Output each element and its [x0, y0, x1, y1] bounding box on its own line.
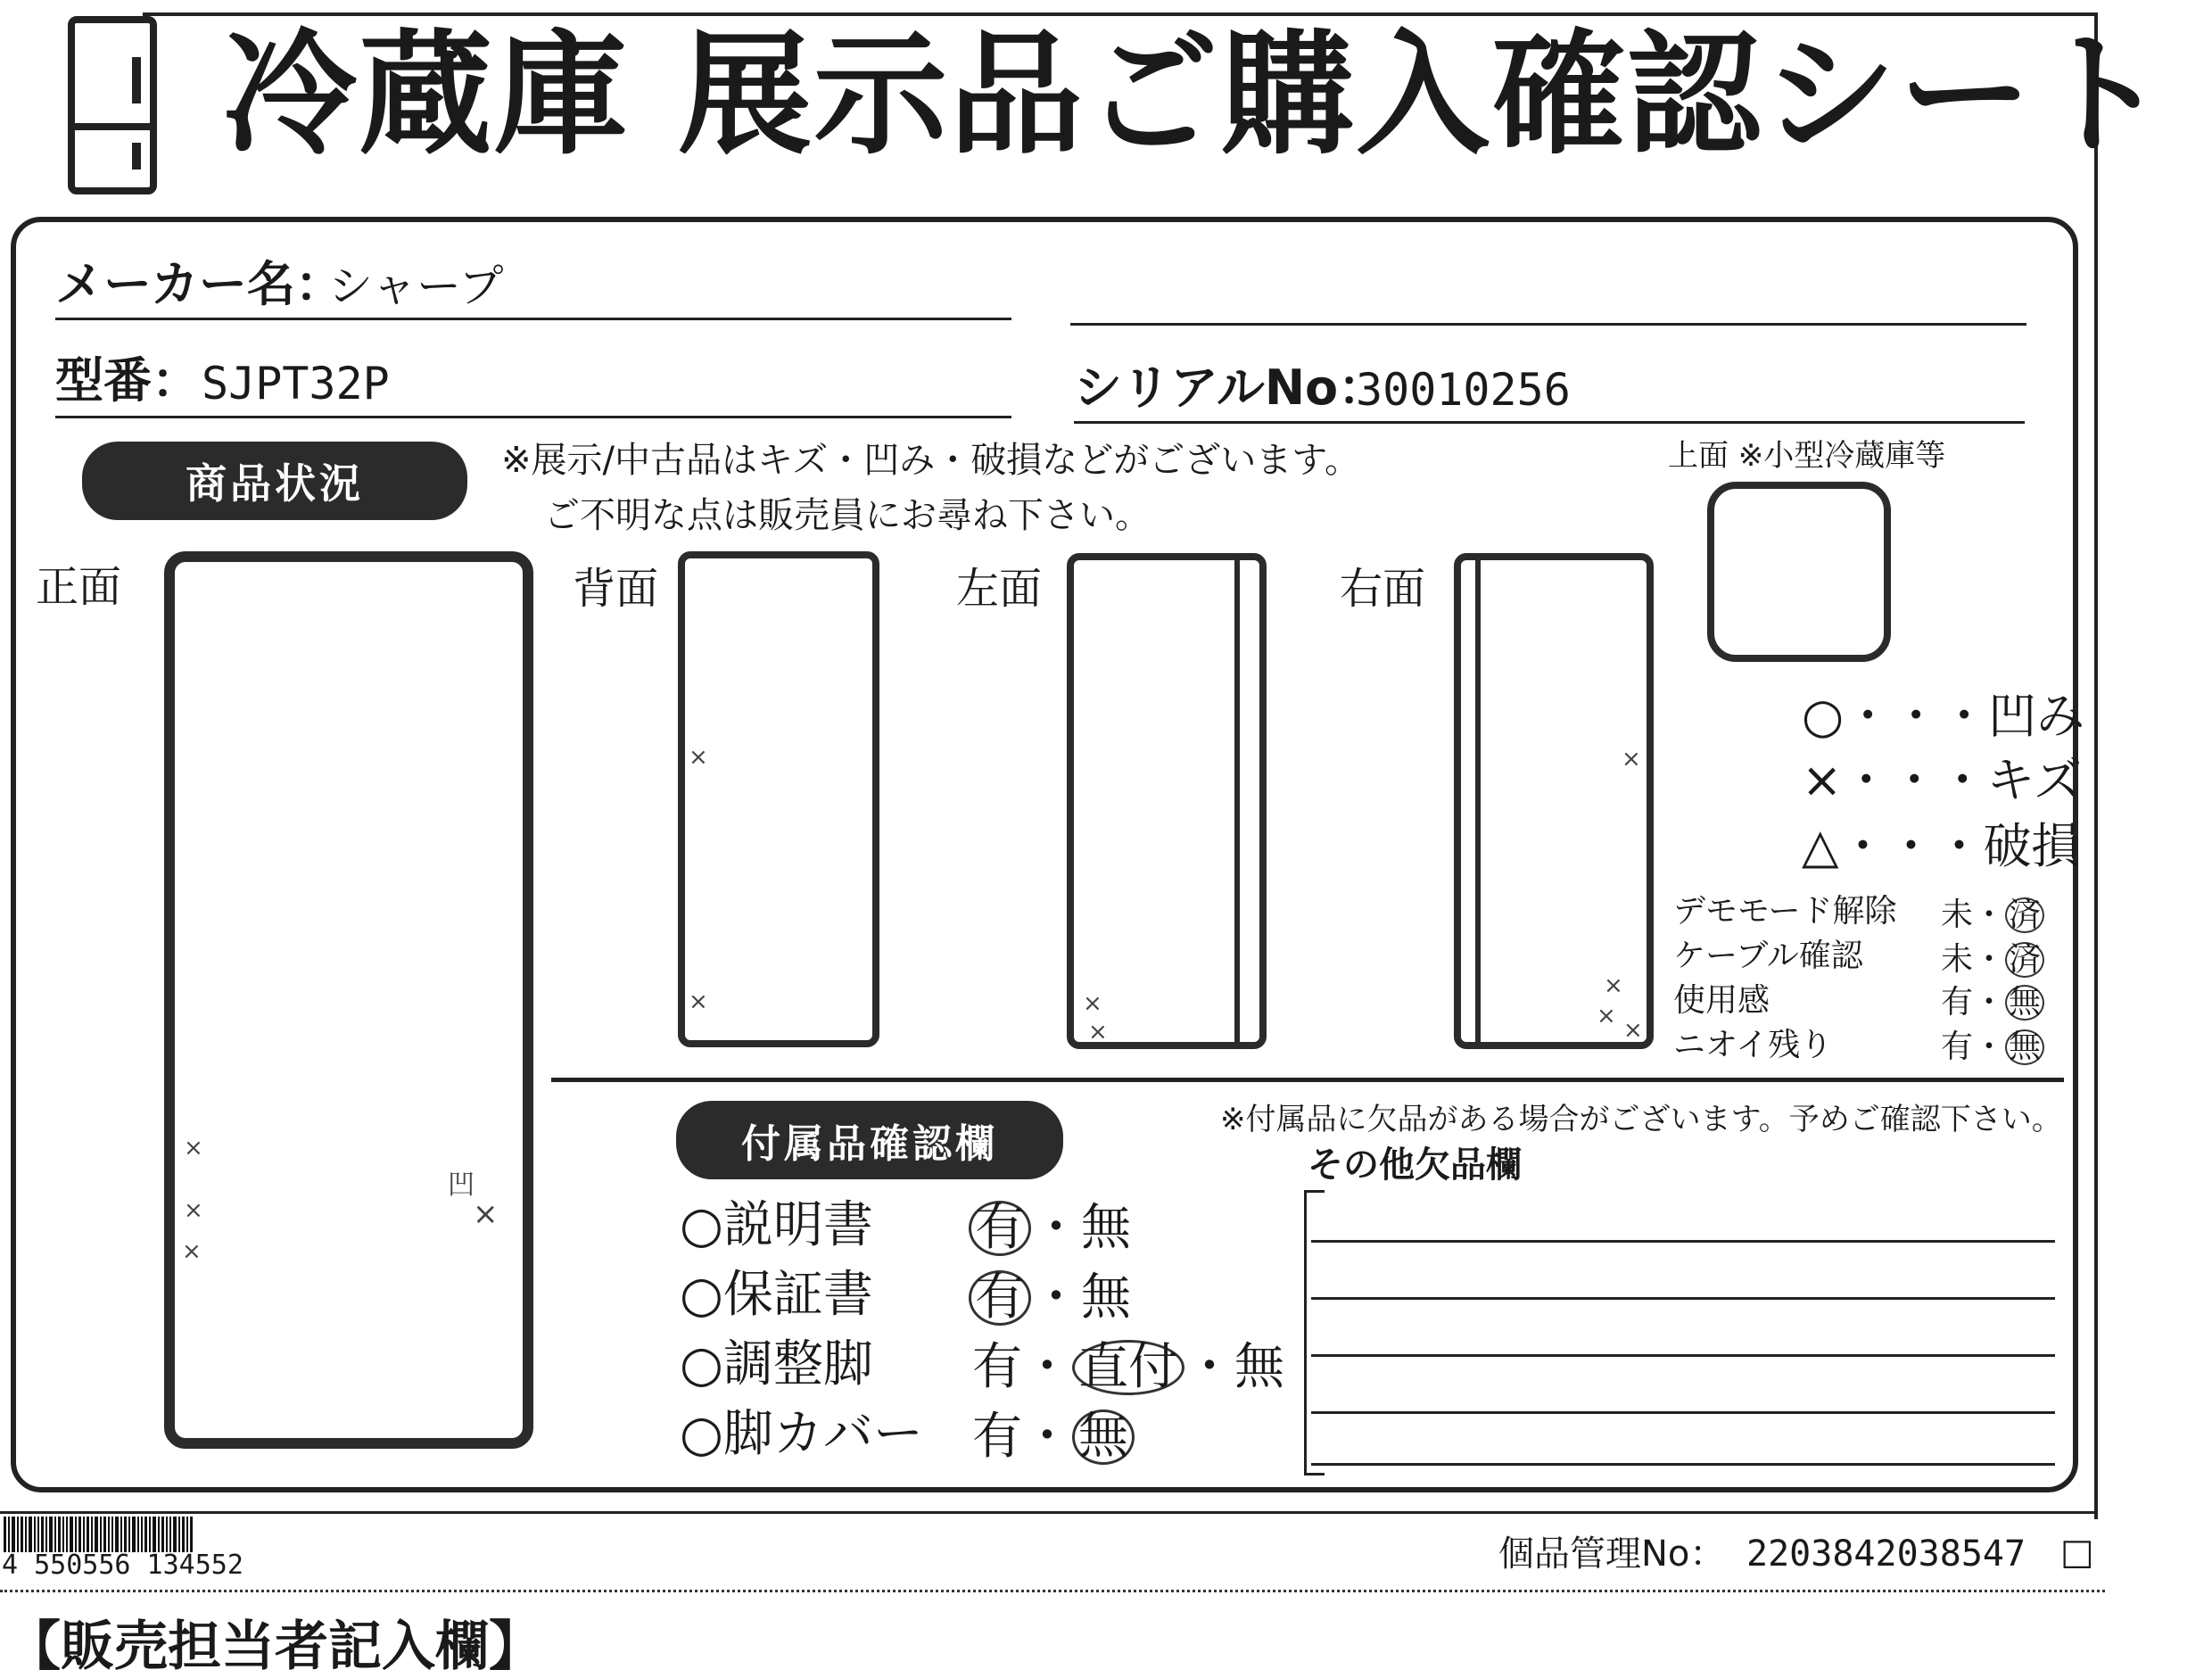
other-missing-bracket: [1304, 1190, 1325, 1475]
maker-value[interactable]: シャープ: [328, 260, 504, 312]
accessory-feet-cover-options[interactable]: 有・ 無: [972, 1409, 1135, 1465]
condition-heading: 商品状況: [82, 442, 467, 520]
other-missing-line-1[interactable]: [1311, 1240, 2055, 1243]
left-face-label: 左面: [956, 564, 1043, 614]
right-scratch-mark-4: ×: [1623, 1017, 1643, 1044]
barcode-number: 4 550556 134552: [2, 1550, 243, 1581]
legend-damage: △・・・破損: [1802, 818, 2080, 874]
other-missing-line-5[interactable]: [1311, 1463, 2055, 1466]
footer-rule: [0, 1511, 2098, 1514]
back-scratch-mark-1: ×: [689, 744, 708, 771]
condition-note-1: ※展示/中古品はキズ・凹み・破損などがございます。: [501, 440, 1360, 481]
front-scratch-mark-3: ×: [182, 1238, 202, 1265]
accessory-feet-cover-label: ○脚カバー: [680, 1405, 923, 1463]
right-scratch-mark-2: ×: [1604, 972, 1623, 999]
other-missing-heading: その他欠品欄: [1308, 1145, 1522, 1186]
item-no-value: 2203842038547: [1746, 1533, 2026, 1575]
model-value[interactable]: SJPT32P: [202, 358, 390, 409]
top-face-label: 上面 ※小型冷蔵庫等: [1668, 438, 1946, 474]
section-divider: [551, 1078, 2064, 1082]
check-label-smell: ニオイ残り: [1673, 1027, 1833, 1063]
item-no-label: 個品管理No：: [1498, 1533, 1726, 1575]
other-missing-line-3[interactable]: [1311, 1354, 2055, 1357]
serial-label: シリアルNo：: [1074, 360, 1387, 416]
top-rule: [143, 12, 2098, 16]
accessories-heading: 付属品確認欄: [676, 1101, 1063, 1179]
check-demo-options[interactable]: 未・ 済: [1941, 897, 2044, 933]
accessory-manual-options[interactable]: 有 ・無: [969, 1201, 1131, 1256]
back-face-panel[interactable]: [678, 551, 879, 1047]
back-face-label: 背面: [573, 564, 659, 614]
fridge-icon: [68, 16, 157, 194]
other-missing-line-4[interactable]: [1311, 1411, 2055, 1414]
page-title: 冷蔵庫 展示品ご購入確認シート: [223, 18, 2170, 173]
back-scratch-mark-2: ×: [689, 988, 708, 1015]
legend-scratch: ×・・・キズ: [1802, 752, 2083, 808]
right-face-panel[interactable]: [1454, 553, 1654, 1049]
check-cable-options[interactable]: 未・ 済: [1941, 942, 2044, 978]
top-face-panel[interactable]: [1707, 482, 1891, 662]
accessories-note: ※付属品に欠品がある場合がございます。予めご確認下さい。: [1220, 1102, 2062, 1137]
serial-value[interactable]: 30010256: [1356, 364, 1571, 416]
model-label: 型番：: [55, 352, 200, 409]
right-face-side-line: [1475, 560, 1481, 1042]
front-face-label: 正面: [36, 562, 122, 612]
accessory-manual-label: ○説明書: [680, 1196, 873, 1254]
check-usage-options[interactable]: 有・ 無: [1941, 985, 2044, 1021]
maker-underline: [55, 318, 1011, 320]
check-label-usage: 使用感: [1673, 982, 1770, 1019]
check-label-demo: デモモード解除: [1673, 893, 1897, 930]
condition-note-2: ご不明な点は販売員にお尋ね下さい。: [544, 495, 1151, 536]
left-scratch-mark-2: ×: [1088, 1019, 1108, 1046]
right-scratch-mark-1: ×: [1622, 746, 1641, 773]
maker-label: メーカー名：: [55, 256, 343, 312]
model-underline: [55, 416, 1011, 418]
maker-right-underline: [1070, 323, 2026, 326]
serial-underline: [1074, 421, 2025, 424]
other-missing-line-2[interactable]: [1311, 1297, 2055, 1300]
left-face-side-line: [1234, 560, 1240, 1042]
accessory-warranty-label: ○保証書: [680, 1266, 873, 1324]
legend-dent: ○・・・凹み: [1802, 688, 2085, 744]
item-checkbox[interactable]: □: [2060, 1532, 2094, 1573]
check-smell-options[interactable]: 有・ 無: [1941, 1029, 2044, 1065]
front-scratch-mark-2: ×: [184, 1197, 203, 1224]
dotted-separator: [0, 1590, 2105, 1592]
accessory-warranty-options[interactable]: 有 ・無: [969, 1270, 1131, 1326]
check-label-cable: ケーブル確認: [1673, 938, 1863, 974]
right-scratch-mark-3: ×: [1597, 1003, 1616, 1029]
front-scratch-mark-1: ×: [184, 1135, 203, 1161]
right-face-label: 右面: [1340, 564, 1426, 614]
accessory-feet-label: ○調整脚: [680, 1335, 873, 1393]
front-scratch-mark-4: ×: [473, 1196, 499, 1232]
barcode: [4, 1517, 194, 1552]
front-face-panel[interactable]: [164, 551, 533, 1449]
outer-right-border: [2094, 16, 2098, 1519]
left-scratch-mark-1: ×: [1083, 990, 1102, 1017]
accessory-feet-options[interactable]: 有・ 直付 ・無: [972, 1338, 1284, 1396]
bottom-section-heading: 【販売担当者記入欄】: [7, 1616, 542, 1678]
front-dent-mark: 凹: [448, 1170, 475, 1201]
